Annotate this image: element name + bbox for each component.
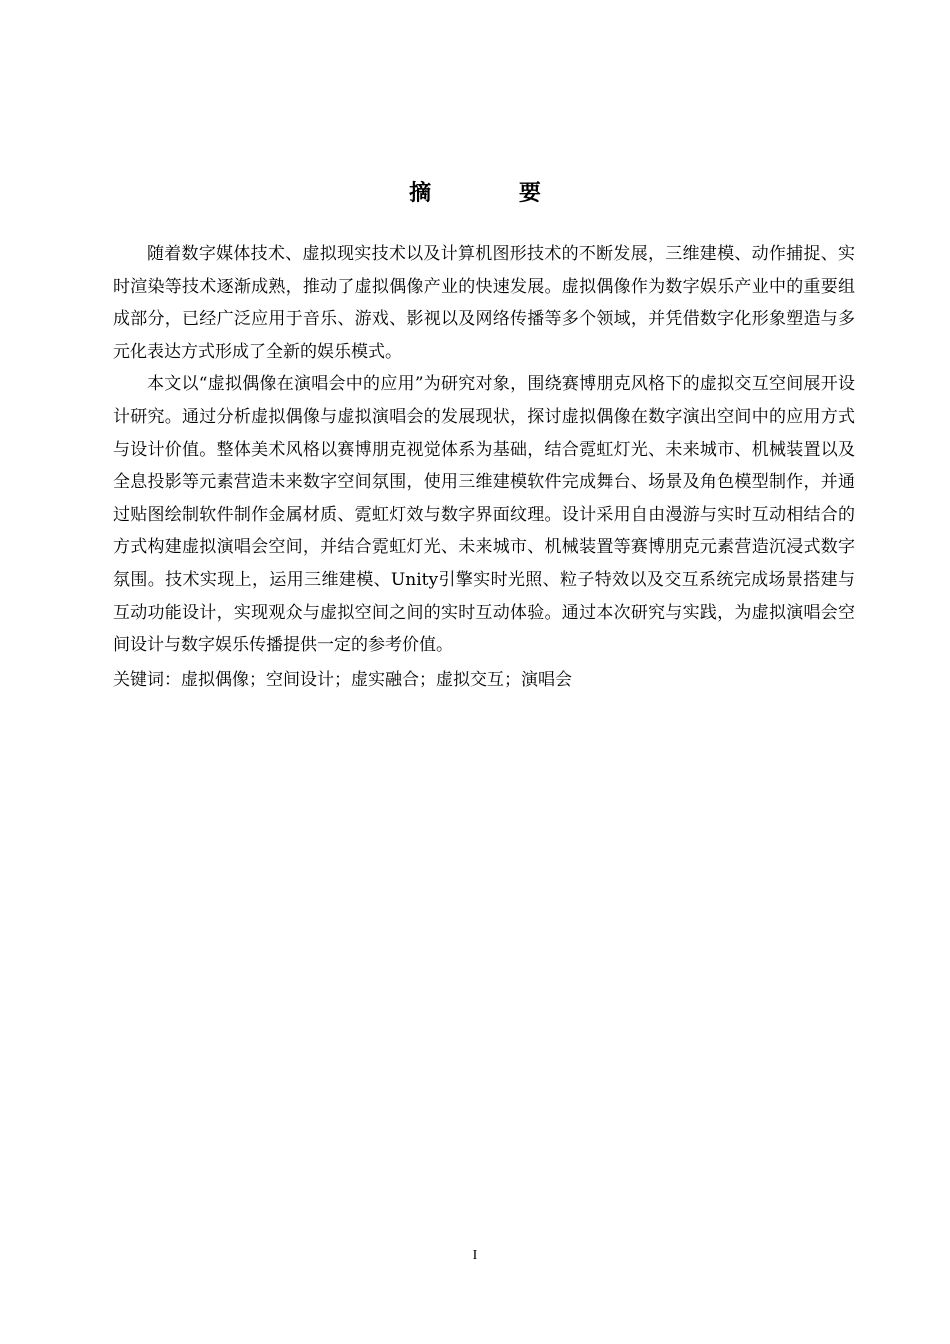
abstract-body: [113, 238, 855, 696]
keywords-text: 虚拟偶像；空间设计；虚实融合；虚拟交互；演唱会: [181, 669, 572, 690]
abstract-title: 摘 要: [409, 181, 581, 206]
abstract-paragraph-1: 随着数字媒体技术、虚拟现实技术以及计算机图形技术的不断发展，三维建模、动作捕捉、实时渲染等技术逐渐成熟，推动了虚拟偶像产业的快速发展。虚拟偶像作为数字娱乐产业中的重要组成部分，已经广泛应用于音乐、游戏、影视以及网络传播等多个领域，并凭借数字化形象塑造与多元化表达方式形成了全新的娱乐模式。: [113, 244, 855, 362]
keywords-line: [113, 664, 855, 696]
abstract-paragraph-2: 本文以“虚拟偶像在演唱会中的应用”为研究对象，围绕赛博朋克风格下的虚拟交互空间展开设计研究。通过分析虚拟偶像与虚拟演唱会的发展现状，探讨虚拟偶像在数字演出空间中的应用方式与设计价值。整体美术风格以赛博朋克视觉体系为基础，结合霓虹灯光、未来城市、机械装置以及全息投影等元素营造未来数字空间氛围，使用三维建模软件完成舞台、场景及角色模型制作，并通过贴图绘制软件制作金属材质、霓虹灯效与数字界面纹理。设计采用自由漫游与实时互动相结合的方式构建虚拟演唱会空间，并结合霓虹灯光、未来城市、机械装置等赛博朋克元素营造沉浸式数字氛围。技术实现上，运用三维建模、Unity引擎实时光照、粒子特效以及交互系统完成场景搭建与互动功能设计，实现观众与虚拟空间之间的实时互动体验。通过本次研究与实践，为虚拟演唱会空间设计与数字娱乐传播提供一定的参考价值。: [113, 374, 855, 656]
page-number: I: [472, 1248, 478, 1263]
keywords-label: 关键词：: [113, 669, 181, 690]
